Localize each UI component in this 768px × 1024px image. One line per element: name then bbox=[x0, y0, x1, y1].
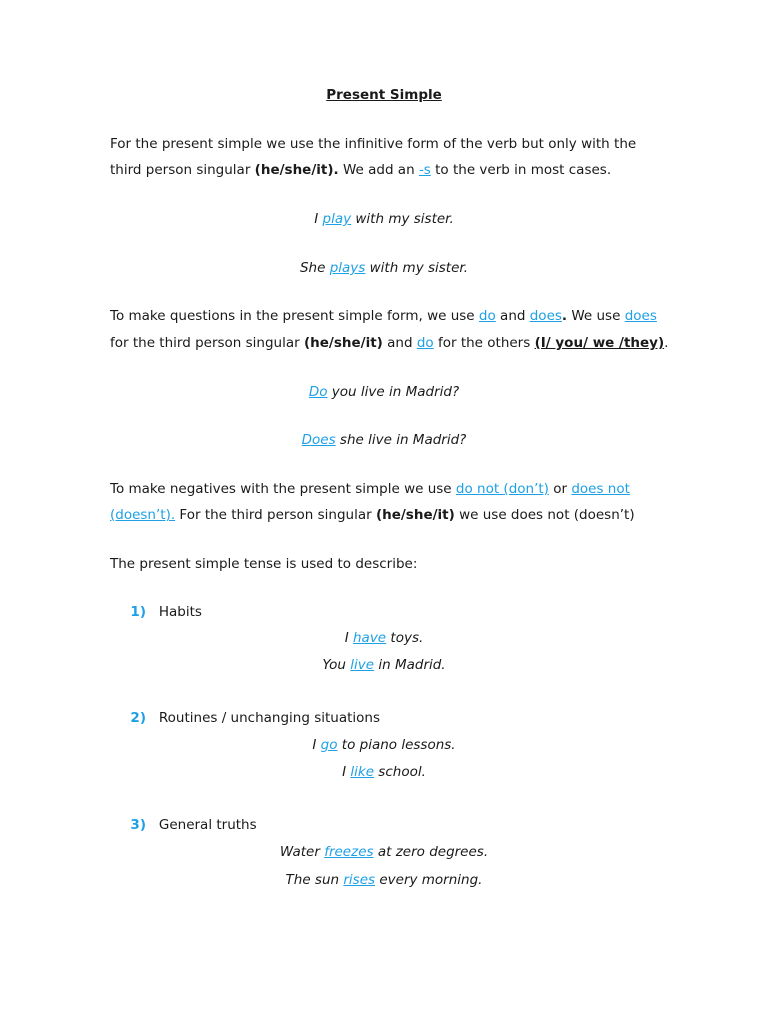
example-sentence bbox=[0, 737, 768, 753]
example-text: She bbox=[299, 260, 330, 276]
pronoun-set: (he/she/it) bbox=[303, 335, 383, 351]
example-text: I bbox=[342, 764, 351, 780]
verb-highlight: rises bbox=[343, 872, 376, 888]
page-title: Present Simple bbox=[326, 87, 442, 103]
negatives-line-2 bbox=[110, 507, 635, 523]
intro-text: We add an bbox=[338, 162, 419, 178]
example-sentence bbox=[0, 657, 768, 673]
body-text: To make negatives with the present simple we use bbox=[110, 481, 456, 497]
keyword-do-not: do not (don’t) bbox=[455, 481, 549, 497]
questions-line-1 bbox=[110, 308, 657, 324]
example-sentence bbox=[0, 211, 768, 227]
body-text: . bbox=[561, 308, 568, 324]
intro-text: to the verb in most cases. bbox=[430, 162, 612, 178]
list-label: Habits bbox=[158, 604, 202, 620]
verb-highlight: have bbox=[352, 630, 387, 646]
list-item bbox=[100, 710, 380, 726]
body-text: . bbox=[664, 335, 669, 351]
list-label: Routines / unchanging situations bbox=[158, 710, 380, 726]
example-text: I bbox=[314, 211, 323, 227]
example-sentence bbox=[0, 384, 768, 400]
body-text: or bbox=[548, 481, 572, 497]
example-sentence bbox=[0, 844, 768, 860]
verb-highlight: go bbox=[320, 737, 338, 753]
keyword-does-not: does not bbox=[571, 481, 630, 497]
pronoun-set: (he/she/it) bbox=[375, 507, 455, 523]
list-number: 2) bbox=[130, 710, 146, 726]
list-label: General truths bbox=[158, 817, 257, 833]
list-item bbox=[100, 817, 257, 833]
verb-highlight: Do bbox=[308, 384, 328, 400]
example-text: I bbox=[312, 737, 321, 753]
example-text: to piano lessons. bbox=[337, 737, 456, 753]
intro-line-2 bbox=[110, 162, 611, 178]
body-text: For the third person singular bbox=[175, 507, 376, 523]
intro-line-1: For the present simple we use the infinitive form of the verb but only with the bbox=[110, 136, 637, 152]
body-text: We use bbox=[567, 308, 625, 324]
example-text: you live in Madrid? bbox=[327, 384, 460, 400]
body-text: To make questions in the present simple form, we use bbox=[110, 308, 479, 324]
verb-highlight: Does bbox=[301, 432, 336, 448]
body-text: and bbox=[495, 308, 530, 324]
body-text: we use does not (doesn’t) bbox=[454, 507, 635, 523]
questions-line-2 bbox=[110, 335, 668, 351]
example-text: she live in Madrid? bbox=[335, 432, 467, 448]
example-text: toys. bbox=[386, 630, 424, 646]
keyword-does: does bbox=[529, 308, 562, 324]
body-text: and bbox=[382, 335, 417, 351]
example-text: with my sister. bbox=[365, 260, 469, 276]
example-text: Water bbox=[279, 844, 325, 860]
example-text: every morning. bbox=[375, 872, 483, 888]
example-sentence bbox=[0, 260, 768, 276]
pronoun-set: (I/ you/ we /they) bbox=[534, 335, 665, 351]
example-sentence bbox=[0, 764, 768, 780]
intro-text: third person singular bbox=[110, 162, 255, 178]
verb-highlight: like bbox=[350, 764, 375, 780]
suffix-s: -s bbox=[418, 162, 431, 178]
keyword-does: does bbox=[624, 308, 657, 324]
describe-line: The present simple tense is used to describe: bbox=[110, 556, 418, 572]
pronoun-set: (he/she/it). bbox=[254, 162, 339, 178]
verb-highlight: freezes bbox=[324, 844, 374, 860]
example-text: with my sister. bbox=[351, 211, 454, 227]
list-item bbox=[100, 604, 202, 620]
example-text: at zero degrees. bbox=[373, 844, 489, 860]
list-number: 1) bbox=[130, 604, 146, 620]
example-sentence bbox=[0, 872, 768, 888]
negatives-line-1 bbox=[110, 481, 630, 497]
example-sentence bbox=[0, 630, 768, 646]
example-text: in Madrid. bbox=[374, 657, 446, 673]
keyword-do: do bbox=[478, 308, 496, 324]
example-text: The sun bbox=[285, 872, 344, 888]
list-number: 3) bbox=[130, 817, 146, 833]
verb-highlight: live bbox=[350, 657, 375, 673]
verb-highlight: plays bbox=[329, 260, 366, 276]
body-text: for the third person singular bbox=[110, 335, 304, 351]
example-text: I bbox=[344, 630, 353, 646]
example-sentence bbox=[0, 432, 768, 448]
example-text: You bbox=[322, 657, 351, 673]
keyword-do: do bbox=[416, 335, 434, 351]
example-text: school. bbox=[374, 764, 426, 780]
body-text: for the others bbox=[433, 335, 535, 351]
keyword-does-not: (doesn’t). bbox=[110, 507, 176, 523]
verb-highlight: play bbox=[322, 211, 352, 227]
